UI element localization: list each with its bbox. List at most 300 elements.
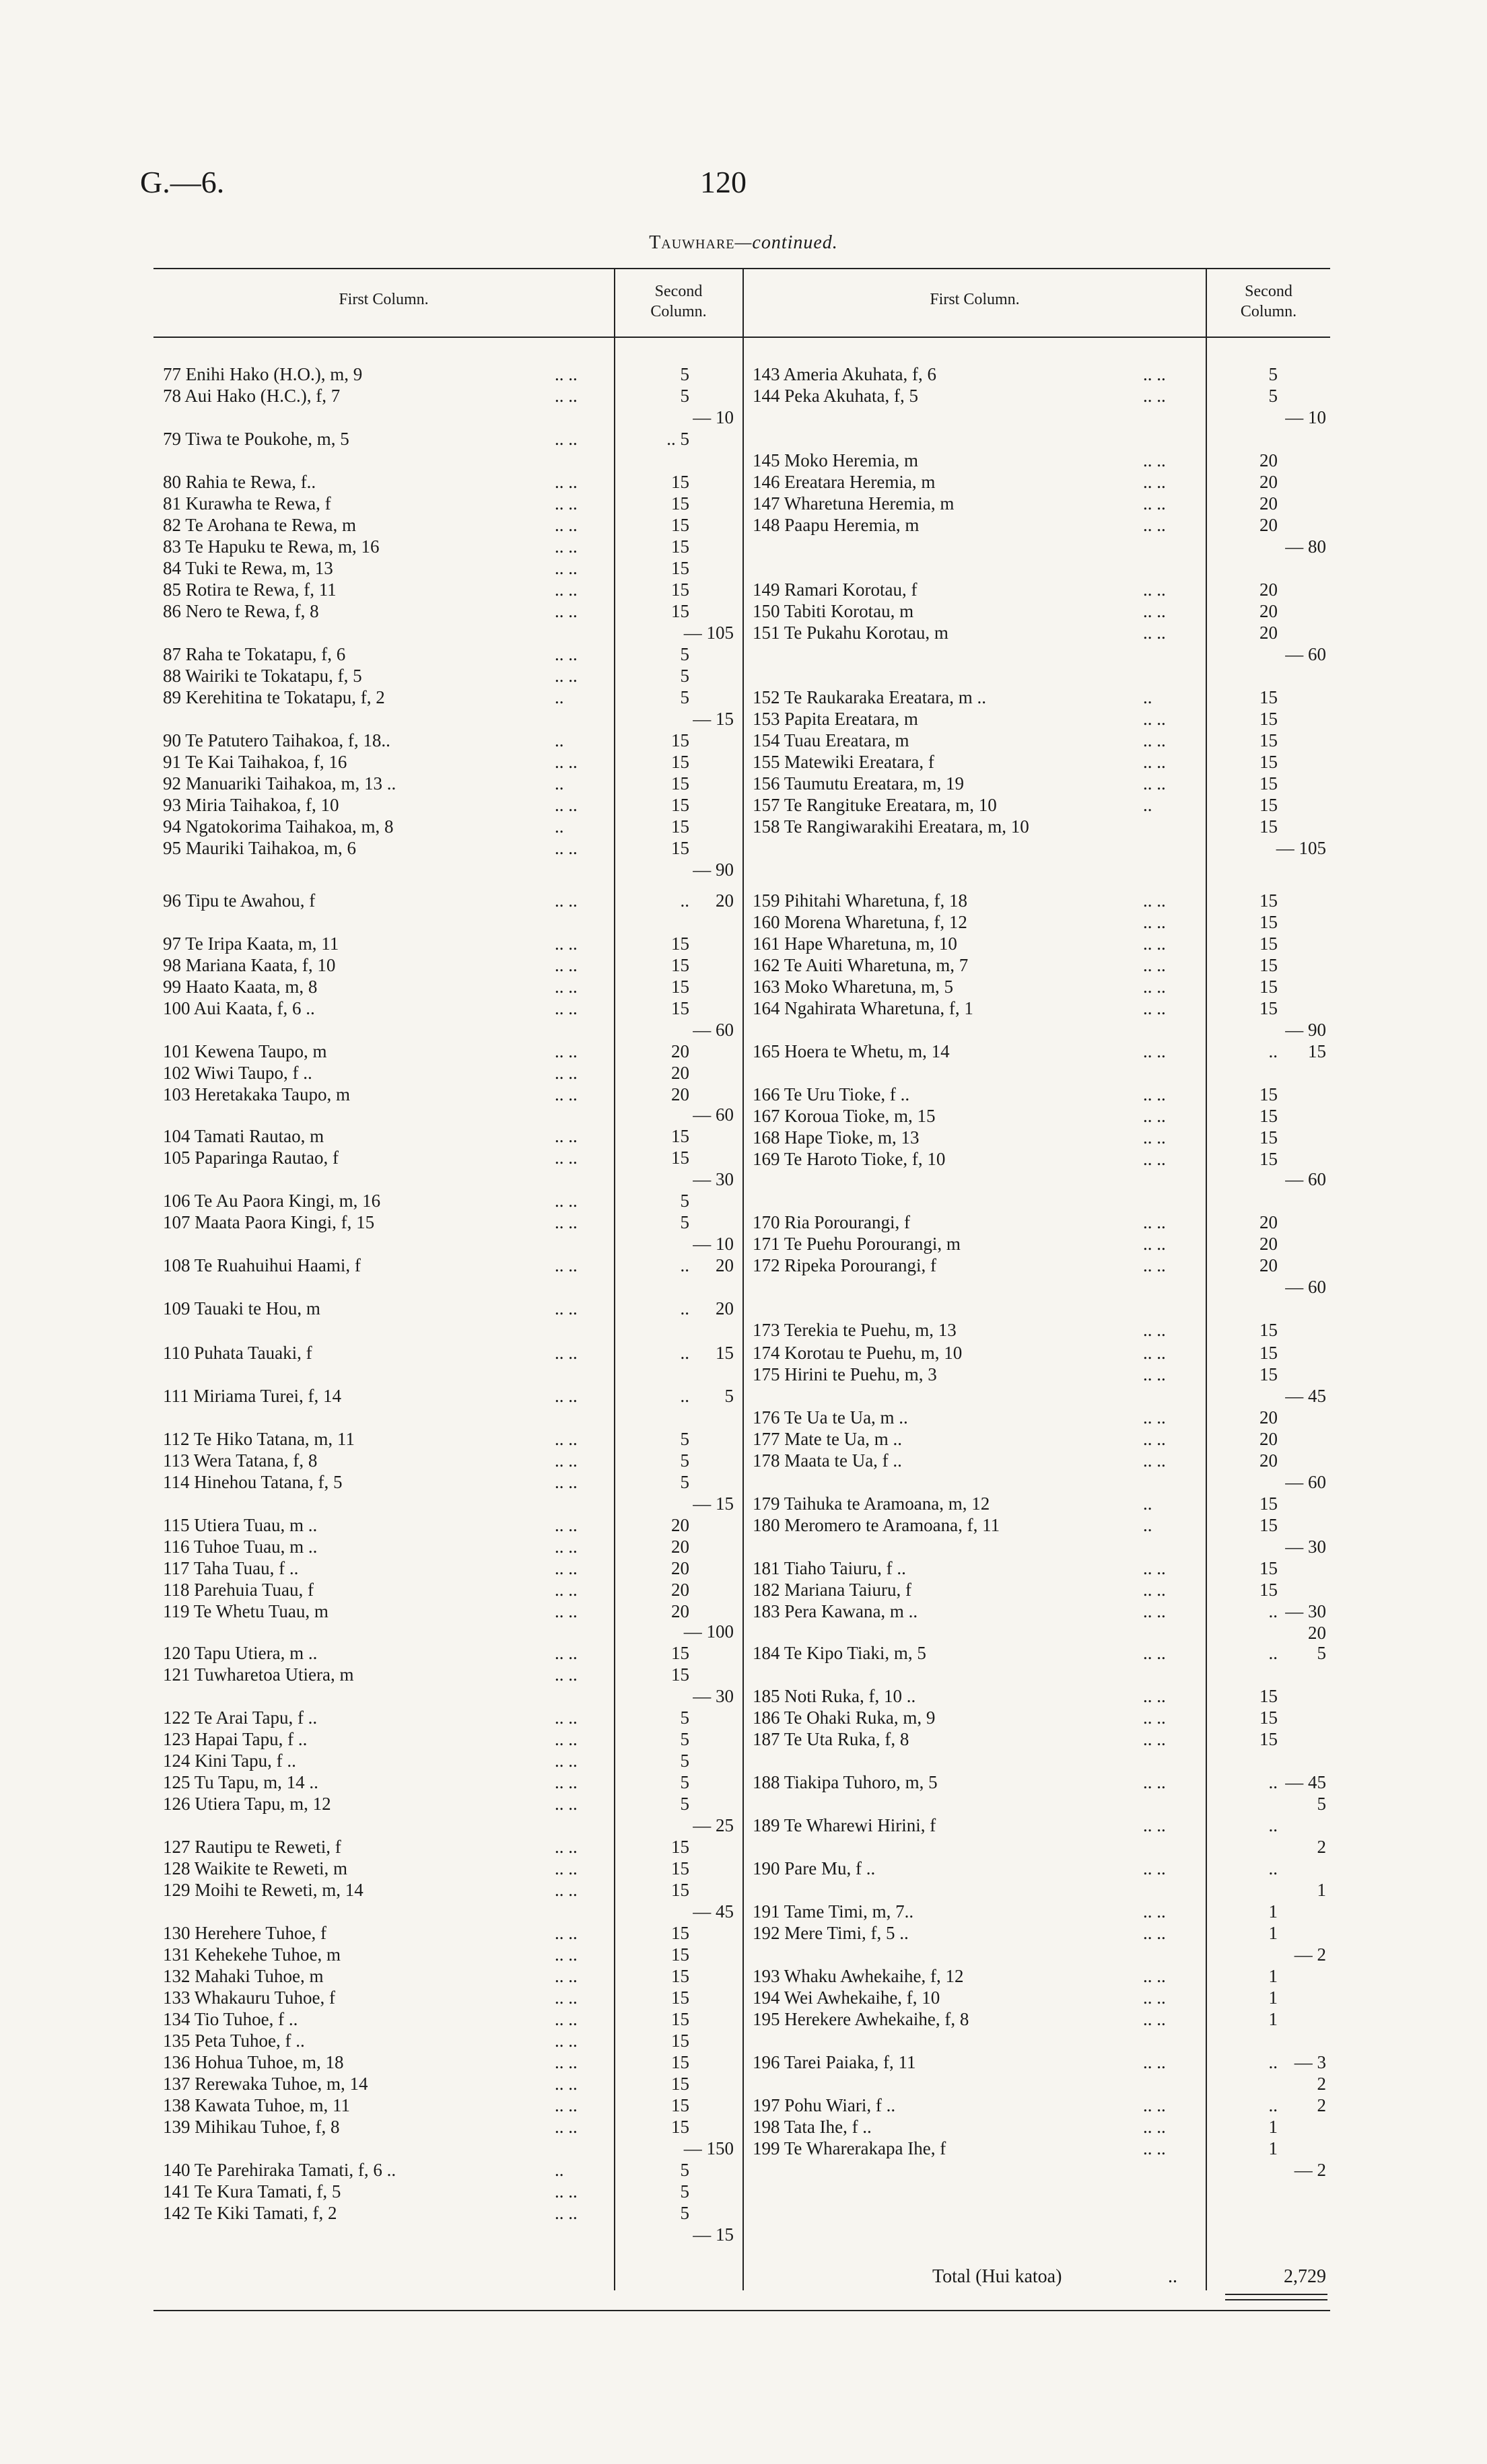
entry-value: 15 <box>671 515 689 535</box>
right-entry <box>753 1514 1278 1536</box>
entry-label: 121 Tuwharetoa Utiera, m <box>163 1664 354 1685</box>
entry-value: 15 <box>671 2117 689 2137</box>
entry-leader-dots: .. .. <box>1143 1212 1166 1232</box>
entry-value: 15 <box>1259 1493 1278 1514</box>
entry-label: 179 Taihuka te Aramoana, m, 12 <box>753 1493 990 1514</box>
subtotal-mark: — 45 <box>693 1901 734 1922</box>
entry-label: 83 Te Hapuku te Rewa, m, 16 <box>163 536 380 557</box>
entry-value: 15 <box>1259 709 1278 729</box>
entry-leader-dots: .. .. <box>555 429 578 449</box>
entry-value: 15 <box>1259 1515 1278 1535</box>
total-rule-top <box>1225 2294 1327 2295</box>
left-entry <box>163 933 689 954</box>
right-entry <box>753 363 1278 385</box>
entry-value: 5 <box>680 1729 689 1749</box>
entry-value: 20 <box>1259 1450 1278 1471</box>
entry-label: 114 Hinehou Tatana, f, 5 <box>163 1472 343 1492</box>
subtotal-mark: — 30 <box>1285 1537 1326 1557</box>
entry-leader-dots: .. .. <box>1143 1084 1166 1104</box>
entry-value: 15 <box>1259 1580 1278 1600</box>
entry-value: 5 <box>680 644 689 664</box>
entry-leader-dots: .. .. <box>555 579 578 600</box>
entry-leader-dots: .. .. <box>555 493 578 514</box>
entry-value: .. <box>680 1386 689 1406</box>
entry-label: 120 Tapu Utiera, m .. <box>163 1643 318 1663</box>
entry-value: 15 <box>1259 998 1278 1018</box>
table-head-rule <box>153 337 1330 338</box>
entry-label: 109 Tauaki te Hou, m <box>163 1298 320 1318</box>
entry-value: 15 <box>1259 1343 1278 1363</box>
subtotal-mark: — 105 <box>683 623 734 643</box>
left-entry <box>163 557 689 579</box>
entry-value: .. <box>1268 1643 1278 1663</box>
right-entry <box>753 890 1278 911</box>
entry-leader-dots: .. .. <box>1143 2052 1166 2072</box>
entry-value: 15 <box>1259 890 1278 911</box>
entry-value: 15 <box>671 493 689 514</box>
entry-leader-dots: .. .. <box>555 1643 578 1663</box>
subtotal-mark: — 90 <box>1285 1020 1326 1040</box>
page-number: 120 <box>700 165 747 199</box>
subtotal-mark: — 2 <box>1294 1944 1326 1965</box>
right-entry <box>753 976 1278 997</box>
entry-leader-dots: .. .. <box>1143 1255 1166 1275</box>
entry-value: 20 <box>1259 1255 1278 1275</box>
entry-value: 15 <box>671 934 689 954</box>
entry-label: 139 Mihikau Tuhoe, f, 8 <box>163 2117 340 2137</box>
entry-value: 5 <box>680 1794 689 1814</box>
entry-value: 15 <box>1259 730 1278 750</box>
subtotal-mark: — 60 <box>1285 1472 1326 1492</box>
entry-leader-dots: .. <box>1143 795 1152 815</box>
entry-value: 20 <box>671 1558 689 1578</box>
entry-label: 178 Maata te Ua, f .. <box>753 1450 902 1471</box>
left-entry <box>163 665 689 687</box>
left-entry <box>163 1944 689 1965</box>
left-entry <box>163 2159 689 2181</box>
entry-label: 127 Rautipu te Reweti, f <box>163 1837 341 1857</box>
right-entry <box>753 471 1278 493</box>
entry-leader-dots: .. .. <box>555 977 578 997</box>
entry-leader-dots: .. .. <box>1143 1407 1166 1428</box>
entry-value: 15 <box>671 601 689 621</box>
right-entry <box>753 2008 1278 2030</box>
entry-leader-dots: .. .. <box>555 890 578 911</box>
entry-leader-dots: .. .. <box>1143 1106 1166 1126</box>
entry-leader-dots: .. .. <box>1143 1643 1166 1663</box>
right-entry <box>753 1319 1278 1341</box>
right-entry <box>753 816 1278 837</box>
entry-value: 1 <box>1268 1966 1278 1986</box>
right-entry <box>753 1342 1278 1364</box>
subtotal-mark: — 105 <box>1276 838 1326 858</box>
entry-label: 150 Tabiti Korotau, m <box>753 601 914 621</box>
left-entry <box>163 2008 689 2030</box>
entry-leader-dots: .. .. <box>1143 1450 1166 1471</box>
entry-leader-dots: .. .. <box>555 2009 578 2029</box>
left-entry <box>163 1836 689 1858</box>
entry-label: 103 Heretakaka Taupo, m <box>163 1084 351 1104</box>
entry-label: 173 Terekia te Puehu, m, 13 <box>753 1320 957 1340</box>
entry-leader-dots: .. .. <box>1143 364 1166 384</box>
subtotal-mark: — 15 <box>693 2224 734 2245</box>
subtotal-mark: — 3 <box>1294 2052 1326 2072</box>
entry-leader-dots: .. .. <box>555 1084 578 1104</box>
left-entry <box>163 428 689 450</box>
left-entry <box>163 1600 689 1622</box>
entry-value: 20 <box>1259 450 1278 470</box>
left-entry <box>163 600 689 622</box>
entry-value: 5 <box>680 2203 689 2223</box>
right-entry <box>753 933 1278 954</box>
entry-leader-dots: .. <box>1143 1515 1152 1535</box>
entry-leader-dots: .. <box>1143 687 1152 707</box>
left-entry <box>163 471 689 493</box>
entry-leader-dots: .. .. <box>555 1858 578 1878</box>
entry-value: 15 <box>671 2031 689 2051</box>
right-entry <box>753 450 1278 471</box>
entry-leader-dots: .. .. <box>1143 2095 1166 2115</box>
entry-leader-dots: .. .. <box>1143 472 1166 492</box>
entry-label: 124 Kini Tapu, f .. <box>163 1751 296 1771</box>
entry-label: 154 Tuau Ereatara, m <box>753 730 909 750</box>
right-entry <box>753 600 1278 622</box>
entry-leader-dots: .. .. <box>1143 890 1166 911</box>
entry-value: 15 <box>671 977 689 997</box>
left-entry <box>163 1298 689 1319</box>
entry-value: 20 <box>671 1063 689 1083</box>
subtotal-mark: — 45 <box>1285 1772 1326 1792</box>
entry-value: 15 <box>1259 1686 1278 1706</box>
entry-value: 15 <box>671 558 689 578</box>
entry-value: 15 <box>671 579 689 600</box>
entry-value: 20 <box>1259 579 1278 600</box>
entry-value: 15 <box>1259 1364 1278 1384</box>
subtotal-mark: — 25 <box>693 1815 734 1835</box>
entry-value: 15 <box>1259 1149 1278 1169</box>
left-entry <box>163 1514 689 1536</box>
left-entry <box>163 890 689 911</box>
entry-label: 172 Ripeka Porourangi, f <box>753 1255 936 1275</box>
entry-leader-dots: .. .. <box>1143 1429 1166 1449</box>
entry-label: 176 Te Ua te Ua, m .. <box>753 1407 908 1428</box>
entry-value: 5 <box>1268 386 1278 406</box>
entry-label: 182 Mariana Taiuru, f <box>753 1580 912 1600</box>
left-entry <box>163 1728 689 1750</box>
right-entry <box>753 1127 1278 1148</box>
left-entry <box>163 1471 689 1493</box>
entry-value: 5 <box>680 2181 689 2202</box>
entry-label: 100 Aui Kaata, f, 6 .. <box>163 998 315 1018</box>
entry-value: 15 <box>671 795 689 815</box>
entry-value: 15 <box>671 536 689 557</box>
grand-total-label: Total (Hui katoa) <box>932 2266 1062 2287</box>
right-entry <box>753 1407 1278 1428</box>
entry-leader-dots: .. .. <box>1143 1127 1166 1148</box>
right-entry <box>753 1148 1278 1170</box>
left-entry <box>163 837 689 859</box>
entry-value: 1 <box>1268 2009 1278 2029</box>
entry-label: 188 Tiakipa Tuhoro, m, 5 <box>753 1772 938 1792</box>
subtotal-mark: — 60 <box>693 1104 734 1125</box>
entry-leader-dots: .. .. <box>555 1298 578 1318</box>
left-entry <box>163 1062 689 1084</box>
total-rule-bottom <box>1225 2299 1327 2300</box>
left-entry <box>163 1342 689 1364</box>
entry-leader-dots: .. .. <box>1143 934 1166 954</box>
entry-label: 153 Papita Ereatara, m <box>753 709 918 729</box>
entry-leader-dots: .. .. <box>1143 1364 1166 1384</box>
subtotal-mark: 20 <box>1308 1623 1326 1643</box>
entry-value: .. <box>1268 1815 1278 1835</box>
entry-value: 20 <box>1259 515 1278 535</box>
entry-label: 106 Te Au Paora Kingi, m, 16 <box>163 1191 381 1211</box>
entry-label: 161 Hape Wharetuna, m, 10 <box>753 934 957 954</box>
col-head-second-right: Second Column. <box>1240 283 1297 320</box>
left-entry <box>163 1707 689 1728</box>
entry-label: 144 Peka Akuhata, f, 5 <box>753 386 918 406</box>
entry-value: 5 <box>680 1751 689 1771</box>
entry-label: 199 Te Wharerakapa Ihe, f <box>753 2138 946 2158</box>
left-entry <box>163 2181 689 2202</box>
caption-title: Tauwhare <box>649 232 735 253</box>
entry-label: 185 Noti Ruka, f, 10 .. <box>753 1686 916 1706</box>
right-entry <box>753 579 1278 600</box>
subtotal-mark: — 15 <box>693 709 734 729</box>
entry-value: 1 <box>1268 1901 1278 1922</box>
subtotal-mark: — 60 <box>1285 1169 1326 1189</box>
entry-leader-dots: .. .. <box>555 1558 578 1578</box>
entry-leader-dots: .. .. <box>555 472 578 492</box>
entry-value: 15 <box>1259 773 1278 794</box>
entry-leader-dots: .. <box>555 730 564 750</box>
entry-leader-dots: .. .. <box>555 666 578 686</box>
entry-label: 80 Rahia te Rewa, f.. <box>163 472 316 492</box>
right-entry <box>753 1211 1278 1233</box>
right-entry <box>753 1965 1278 1987</box>
left-entry <box>163 976 689 997</box>
entry-leader-dots: .. .. <box>555 644 578 664</box>
entry-label: 131 Kehekehe Tuhoe, m <box>163 1944 341 1965</box>
entry-leader-dots: .. .. <box>1143 579 1166 600</box>
entry-label: 115 Utiera Tuau, m .. <box>163 1515 318 1535</box>
entry-value: 15 <box>671 773 689 794</box>
entry-label: 136 Hohua Tuhoe, m, 18 <box>163 2052 344 2072</box>
entry-value: 20 <box>671 1041 689 1061</box>
entry-label: 98 Mariana Kaata, f, 10 <box>163 955 336 975</box>
entry-value: 15 <box>1259 1320 1278 1340</box>
grand-total-value: 2,729 <box>1284 2266 1326 2287</box>
entry-label: 111 Miriama Turei, f, 14 <box>163 1386 341 1406</box>
entry-value: 5 <box>680 1191 689 1211</box>
subtotal-mark: 5 <box>1317 1643 1326 1663</box>
entry-value: 20 <box>1259 601 1278 621</box>
left-entry <box>163 1771 689 1793</box>
right-entry <box>753 1728 1278 1750</box>
entry-value: 15 <box>671 2074 689 2094</box>
left-entry <box>163 1428 689 1450</box>
left-entry <box>163 1922 689 1944</box>
entry-label: 95 Mauriki Taihakoa, m, 6 <box>163 838 357 858</box>
entry-leader-dots: .. .. <box>1143 1234 1166 1254</box>
right-entry <box>753 1771 1278 1793</box>
entry-value: 5 <box>680 1708 689 1728</box>
right-entry <box>753 1858 1278 1879</box>
entry-value: 5 <box>1268 364 1278 384</box>
entry-label: 177 Mate te Ua, m .. <box>753 1429 902 1449</box>
entry-value: 15 <box>671 1126 689 1146</box>
entry-label: 101 Kewena Taupo, m <box>163 1041 327 1061</box>
entry-leader-dots: .. .. <box>555 1343 578 1363</box>
right-entry <box>753 997 1278 1019</box>
entry-label: 85 Rotira te Rewa, f, 11 <box>163 579 337 600</box>
entry-leader-dots: .. .. <box>1143 493 1166 514</box>
entry-leader-dots: .. .. <box>555 2203 578 2223</box>
entry-label: 148 Paapu Heremia, m <box>753 515 920 535</box>
entry-value: .. <box>680 890 689 911</box>
left-entry <box>163 536 689 557</box>
entry-leader-dots: .. .. <box>555 1126 578 1146</box>
entry-label: 157 Te Rangituke Ereatara, m, 10 <box>753 795 997 815</box>
subtotal-mark: — 150 <box>683 2138 734 2158</box>
entry-value: 15 <box>671 1987 689 2008</box>
entry-value: 15 <box>671 998 689 1018</box>
entry-label: 133 Whakauru Tuhoe, f <box>163 1987 335 2008</box>
right-entry <box>753 1105 1278 1127</box>
entry-label: 132 Mahaki Tuhoe, m <box>163 1966 324 1986</box>
right-entry <box>753 1642 1278 1664</box>
entry-leader-dots: .. .. <box>1143 1901 1166 1922</box>
entry-leader-dots: .. .. <box>555 2031 578 2051</box>
right-entry <box>753 1557 1278 1579</box>
entry-label: 167 Koroua Tioke, m, 15 <box>753 1106 936 1126</box>
subtotal-mark: 20 <box>716 1298 734 1318</box>
entry-value: 15 <box>1259 687 1278 707</box>
entry-leader-dots: .. .. <box>1143 1149 1166 1169</box>
entry-leader-dots: .. .. <box>1143 912 1166 932</box>
left-entry <box>163 2095 689 2116</box>
entry-leader-dots: .. .. <box>1143 515 1166 535</box>
entry-label: 107 Maata Paora Kingi, f, 15 <box>163 1212 375 1232</box>
entry-label: 94 Ngatokorima Taihakoa, m, 8 <box>163 816 394 837</box>
entry-label: 159 Pihitahi Wharetuna, f, 18 <box>753 890 967 911</box>
entry-value: 15 <box>671 1858 689 1878</box>
entry-label: 192 Mere Timi, f, 5 .. <box>753 1923 909 1943</box>
subtotal-mark: — 60 <box>1285 1277 1326 1297</box>
entry-label: 88 Wairiki te Tokatapu, f, 5 <box>163 666 362 686</box>
entry-label: 141 Te Kura Tamati, f, 5 <box>163 2181 341 2202</box>
col-head-first-right: First Column. <box>930 291 1020 308</box>
entry-value: 5 <box>680 2160 689 2180</box>
subtotal-mark: — 30 <box>1285 1601 1326 1621</box>
subtotal-mark: 2 <box>1317 2074 1326 2094</box>
right-entry <box>753 708 1278 730</box>
entry-value: 15 <box>671 1643 689 1663</box>
entry-value: 20 <box>1259 472 1278 492</box>
entry-value: 20 <box>671 1537 689 1557</box>
entry-value: 20 <box>671 1515 689 1535</box>
right-entry <box>753 622 1278 643</box>
entry-value: 15 <box>671 1966 689 1986</box>
entry-label: 92 Manuariki Taihakoa, m, 13 .. <box>163 773 396 794</box>
right-entry <box>753 730 1278 751</box>
entry-leader-dots: .. .. <box>555 2095 578 2115</box>
left-entry <box>163 730 689 751</box>
subtotal-mark: — 45 <box>1285 1386 1326 1406</box>
entry-label: 194 Wei Awhekaihe, f, 10 <box>753 1987 940 2008</box>
entry-value: 15 <box>1259 1558 1278 1578</box>
entry-value: 5 <box>680 1212 689 1232</box>
subtotal-mark: 15 <box>716 1343 734 1363</box>
entry-leader-dots: .. .. <box>555 1429 578 1449</box>
left-entry <box>163 493 689 514</box>
entry-leader-dots: .. .. <box>555 2074 578 2094</box>
entry-leader-dots: .. .. <box>555 1515 578 1535</box>
subtotal-mark: 2 <box>1317 2095 1326 2115</box>
entry-label: 180 Meromero te Aramoana, f, 11 <box>753 1515 1000 1535</box>
entry-value: 15 <box>1259 795 1278 815</box>
entry-leader-dots: .. .. <box>555 1537 578 1557</box>
entry-label: 198 Tata Ihe, f .. <box>753 2117 872 2137</box>
entry-leader-dots: .. .. <box>1143 977 1166 997</box>
entry-leader-dots: .. .. <box>555 1729 578 1749</box>
entry-value: .. <box>680 1298 689 1318</box>
entry-leader-dots: .. <box>555 773 564 794</box>
entry-label: 152 Te Raukaraka Ereatara, m .. <box>753 687 986 707</box>
entry-value: 20 <box>1259 1407 1278 1428</box>
subtotal-mark: 5 <box>724 1386 734 1406</box>
entry-value: 20 <box>1259 1429 1278 1449</box>
entry-value: 15 <box>671 1944 689 1965</box>
left-entry <box>163 1450 689 1471</box>
entry-label: 77 Enihi Hako (H.O.), m, 9 <box>163 364 363 384</box>
entry-value: 15 <box>671 1837 689 1857</box>
entry-leader-dots: .. .. <box>555 1063 578 1083</box>
entry-leader-dots: .. .. <box>555 1580 578 1600</box>
entry-label: 96 Tipu te Awahou, f <box>163 890 316 911</box>
subtotal-mark: — 10 <box>693 1234 734 1254</box>
entry-leader-dots: .. .. <box>1143 1320 1166 1340</box>
entry-value: 15 <box>671 1880 689 1900</box>
left-entry <box>163 816 689 837</box>
entry-label: 190 Pare Mu, f .. <box>753 1858 876 1878</box>
right-entry <box>753 1233 1278 1255</box>
subtotal-mark: 20 <box>716 890 734 911</box>
right-entry <box>753 773 1278 794</box>
entry-leader-dots: .. .. <box>555 515 578 535</box>
entry-leader-dots: .. .. <box>555 386 578 406</box>
right-entry <box>753 1922 1278 1944</box>
entry-label: 99 Haato Kaata, m, 8 <box>163 977 318 997</box>
entry-label: 197 Pohu Wiari, f .. <box>753 2095 896 2115</box>
entry-leader-dots: .. .. <box>1143 752 1166 772</box>
entry-label: 184 Te Kipo Tiaki, m, 5 <box>753 1643 926 1663</box>
entry-value: 20 <box>1259 623 1278 643</box>
left-entry <box>163 2073 689 2095</box>
entry-leader-dots: .. .. <box>555 1041 578 1061</box>
entry-leader-dots: .. <box>555 2160 564 2180</box>
entry-label: 86 Nero te Rewa, f, 8 <box>163 601 319 621</box>
entry-value: 15 <box>1259 816 1278 837</box>
entry-label: 145 Moko Heremia, m <box>753 450 918 470</box>
left-entry <box>163 1255 689 1276</box>
entry-label: 93 Miria Taihakoa, f, 10 <box>163 795 339 815</box>
left-entry <box>163 1385 689 1407</box>
entry-leader-dots: .. .. <box>1143 1858 1166 1878</box>
entry-leader-dots: .. .. <box>1143 623 1166 643</box>
entry-leader-dots: .. .. <box>555 1944 578 1965</box>
entry-leader-dots: .. .. <box>555 1601 578 1621</box>
